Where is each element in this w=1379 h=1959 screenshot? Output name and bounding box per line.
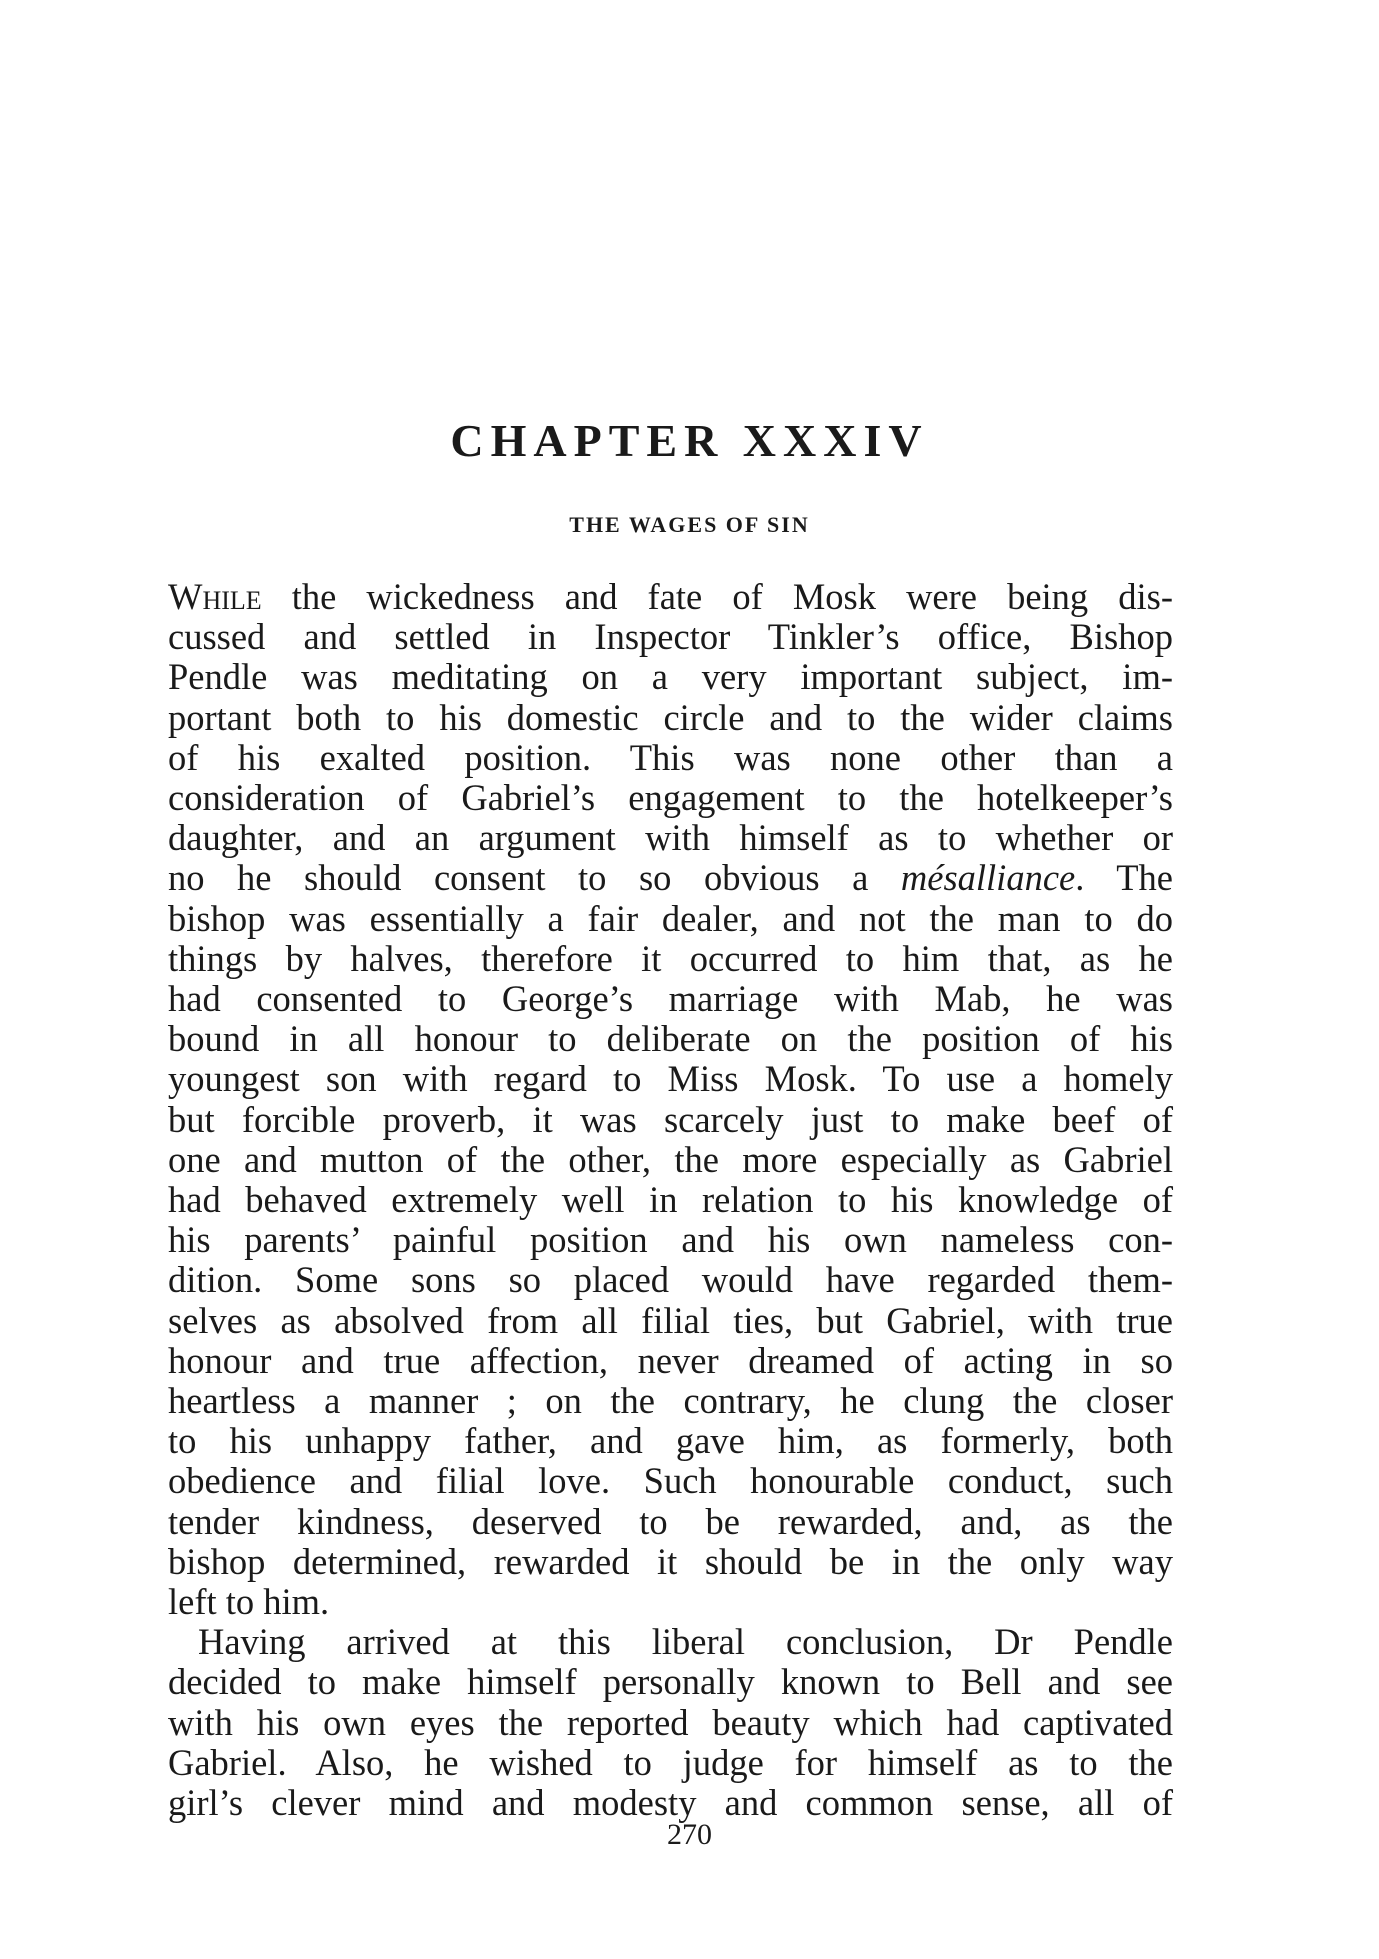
text-line: bishop determined, rewarded it should be in the only way bbox=[168, 1540, 1173, 1582]
text-line: dition. Some sons so placed would have regarded them- bbox=[168, 1259, 1173, 1301]
text-line: had consented to George’s marriage with Mab, he was bbox=[168, 978, 1173, 1020]
text-line: bishop was essentially a fair dealer, and not the man to do bbox=[168, 897, 1173, 939]
text-line: one and mutton of the other, the more especially as Gabriel bbox=[168, 1138, 1173, 1180]
text-line: but forcible proverb, it was scarcely just to make beef of bbox=[168, 1098, 1173, 1140]
text-line: his parents’ painful position and his own nameless con- bbox=[168, 1219, 1173, 1261]
opening-word: While bbox=[168, 576, 262, 617]
chapter-subtitle: THE WAGES OF SIN bbox=[569, 512, 810, 537]
text-line: daughter, and an argument with himself as to whether or bbox=[168, 817, 1173, 859]
text-line: consideration of Gabriel’s engagement to the hotelkeeper’s bbox=[168, 777, 1173, 819]
text-line: of his exalted position. This was none other than a bbox=[168, 736, 1173, 778]
text-line: tender kindness, deserved to be rewarded, and, as the bbox=[168, 1500, 1173, 1542]
text-line: girl’s clever mind and modesty and common sense, all of bbox=[168, 1782, 1173, 1824]
text-line: selves as absolved from all filial ties, but Gabriel, with true bbox=[168, 1299, 1173, 1341]
text-line bbox=[168, 577, 1173, 617]
text-line: honour and true affection, never dreamed of acting in so bbox=[168, 1339, 1173, 1381]
text-line: things by halves, therefore it occurred to him that, as he bbox=[168, 937, 1173, 979]
text-line: had behaved extremely well in relation to his knowledge of bbox=[168, 1179, 1173, 1221]
chapter-body bbox=[168, 577, 1173, 1823]
text-line: no he should consent to so obvious a mésalliance. The bbox=[168, 857, 1174, 899]
text-line: left to him. bbox=[168, 1581, 330, 1623]
text-line: portant both to his domestic circle and to the wider claims bbox=[168, 696, 1173, 738]
text-line: Pendle was meditating on a very important subject, im- bbox=[168, 656, 1173, 698]
page-number: 270 bbox=[667, 1818, 712, 1851]
text-line: with his own eyes the reported beauty which had captivated bbox=[168, 1701, 1173, 1743]
text-line: to his unhappy father, and gave him, as formerly, both bbox=[168, 1420, 1173, 1462]
text-line: decided to make himself personally known to Bell and see bbox=[168, 1661, 1173, 1703]
text-line: cussed and settled in Inspector Tinkler’s office, Bishop bbox=[168, 616, 1173, 658]
text-line-content: the wickedness and fate of Mosk were being dis- bbox=[261, 576, 1173, 617]
text-line: youngest son with regard to Miss Mosk. To use a homely bbox=[168, 1058, 1173, 1100]
italic-word: mésalliance bbox=[900, 857, 1076, 899]
text-line: Having arrived at this liberal conclusion, Dr Pendle bbox=[198, 1621, 1173, 1663]
text-line: Gabriel. Also, he wished to judge for himself as to the bbox=[168, 1741, 1173, 1783]
text-line: obedience and filial love. Such honourable conduct, such bbox=[168, 1460, 1173, 1502]
chapter-title: CHAPTER XXXIV bbox=[450, 415, 929, 466]
text-line: heartless a manner ; on the contrary, he clung the closer bbox=[168, 1380, 1173, 1422]
text-line: bound in all honour to deliberate on the position of his bbox=[168, 1018, 1173, 1060]
